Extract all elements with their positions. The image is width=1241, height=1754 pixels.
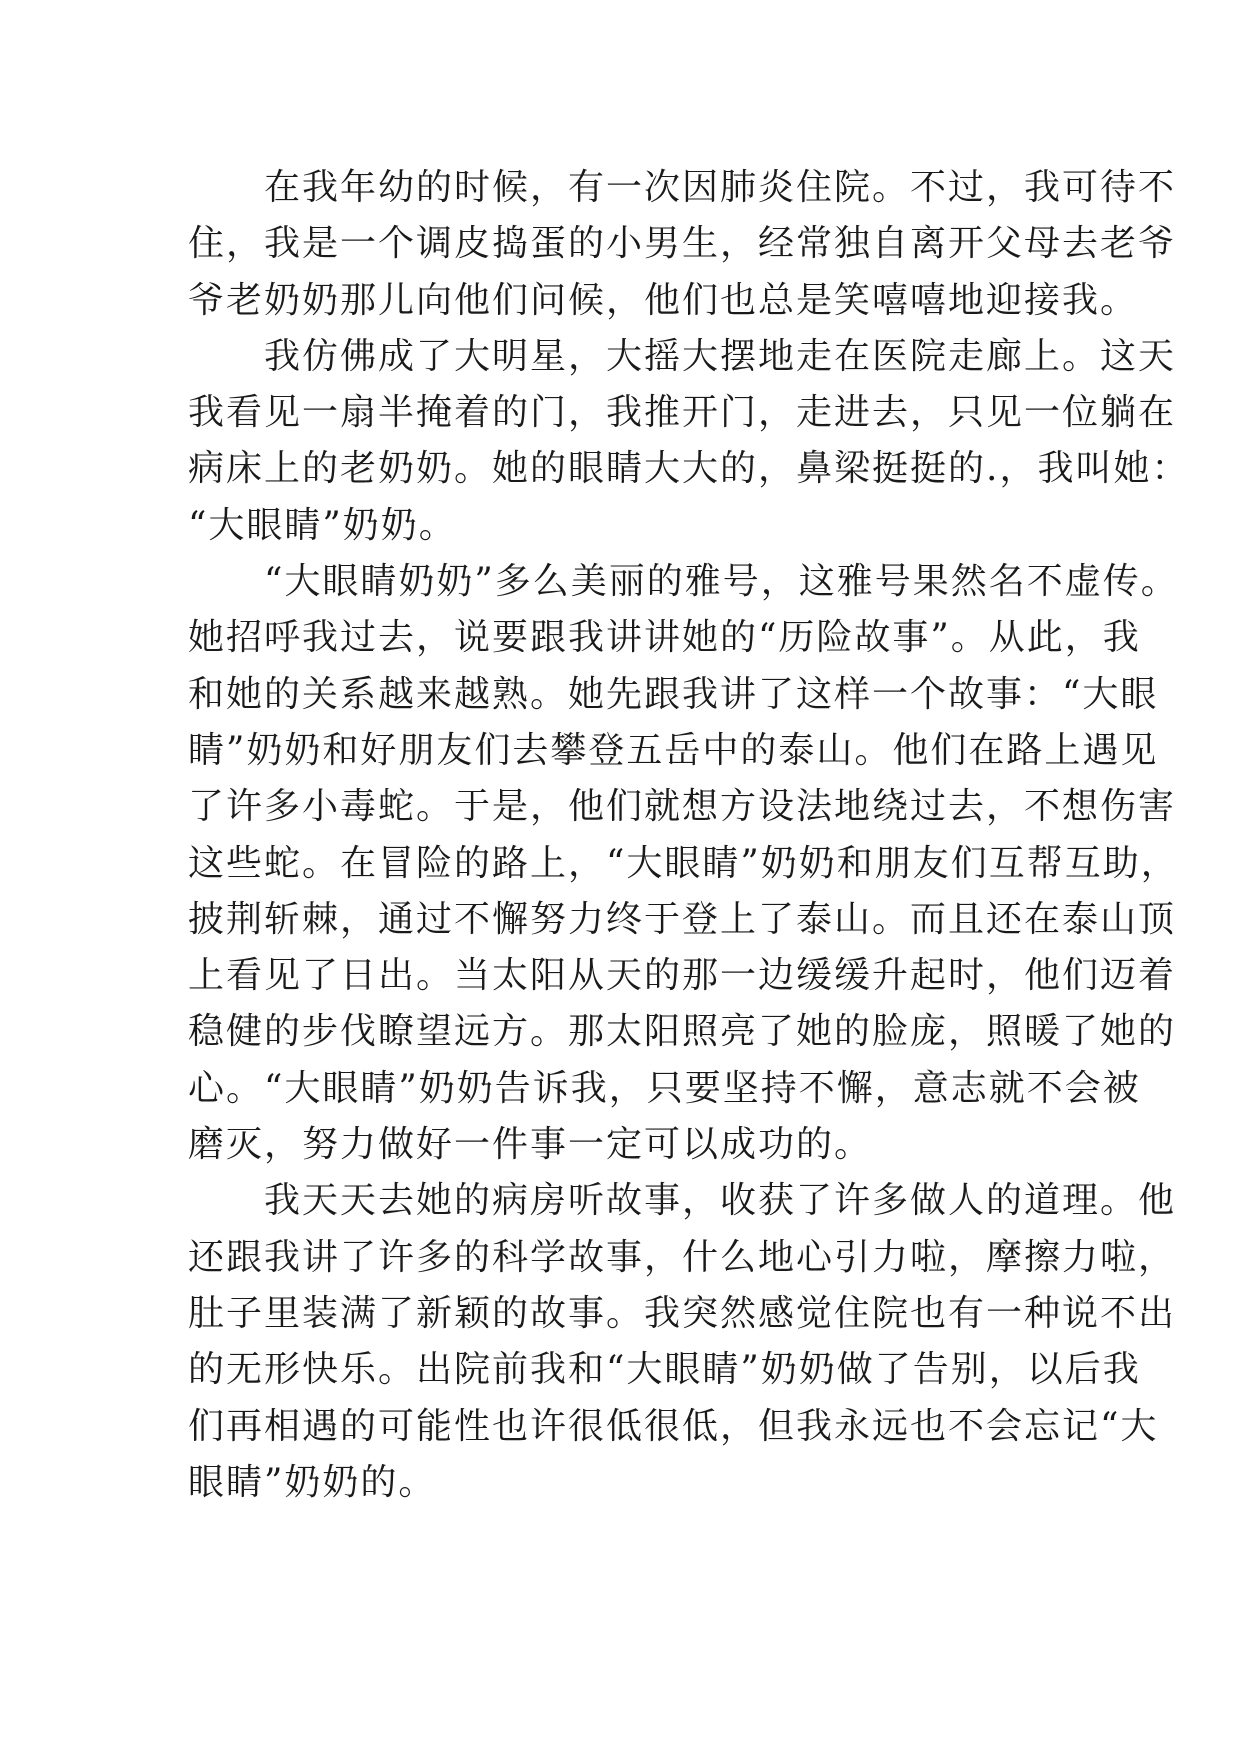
- text-line: 眼睛”奶奶的。: [188, 1461, 437, 1503]
- text-line: 住，我是一个调皮捣蛋的小男生，经常独自离开父母去老爷: [188, 223, 1177, 265]
- text-line: “大眼睛”奶奶。: [188, 504, 457, 546]
- text-line: 在我年幼的时候，有一次因肺炎住院。不过，我可待不: [188, 167, 1177, 208]
- text-line: 和她的关系越来越熟。她先跟我讲了这样一个故事：“大眼: [188, 673, 1159, 715]
- paragraph-1: [188, 160, 1177, 329]
- text-line: 们再相遇的可能性也许很低很低，但我永远也不会忘记“大: [188, 1405, 1159, 1447]
- text-line: 磨灭，努力做好一件事一定可以成功的。: [188, 1124, 873, 1166]
- text-line: “大眼睛奶奶”多么美丽的雅号，这雅号果然名不虚传。: [188, 561, 1179, 603]
- text-line: 爷老奶奶那儿向他们问候，他们也总是笑嘻嘻地迎接我。: [188, 279, 1139, 321]
- text-line: 这些蛇。在冒险的路上，“大眼睛”奶奶和朋友们互帮互助，: [188, 842, 1179, 884]
- text-line: 我仿佛成了大明星，大摇大摆地走在医院走廊上。这天: [188, 335, 1177, 377]
- text-line: 的无形快乐。出院前我和“大眼睛”奶奶做了告别，以后我: [188, 1349, 1141, 1391]
- paragraph-4: [188, 1173, 1177, 1511]
- text-line: 稳健的步伐瞭望远方。那太阳照亮了她的脸庞，照暖了她的: [188, 1011, 1177, 1053]
- text-line: 睛”奶奶和好朋友们去攀登五岳中的泰山。他们在路上遇见: [188, 729, 1159, 771]
- text-line: 肚子里装满了新颖的故事。我突然感觉住院也有一种说不出: [188, 1292, 1177, 1334]
- text-line: 还跟我讲了许多的科学故事，什么地心引力啦，摩擦力啦，: [188, 1236, 1177, 1278]
- text-line: 心。“大眼睛”奶奶告诉我，只要坚持不懈，意志就不会被: [188, 1067, 1141, 1109]
- text-line: 我天天去她的病房听故事，收获了许多做人的道理。他: [188, 1180, 1177, 1222]
- text-line: 披荆斩棘，通过不懈努力终于登上了泰山。而且还在泰山顶: [188, 898, 1177, 940]
- text-line: 了许多小毒蛇。于是，他们就想方设法地绕过去，不想伤害: [188, 786, 1177, 828]
- text-line: 她招呼我过去，说要跟我讲讲她的“历险故事”。从此，我: [188, 617, 1141, 659]
- paragraph-2: [188, 329, 1190, 554]
- text-line: 上看见了日出。当太阳从天的那一边缓缓升起时，他们迈着: [188, 955, 1177, 997]
- article-body: [188, 160, 1190, 1511]
- paragraph-3: [188, 554, 1179, 1173]
- text-line: 我看见一扇半掩着的门，我推开门，走进去，只见一位躺在: [188, 392, 1177, 434]
- text-line: 病床上的老奶奶。她的眼睛大大的，鼻梁挺挺的.，我叫她：: [188, 448, 1190, 490]
